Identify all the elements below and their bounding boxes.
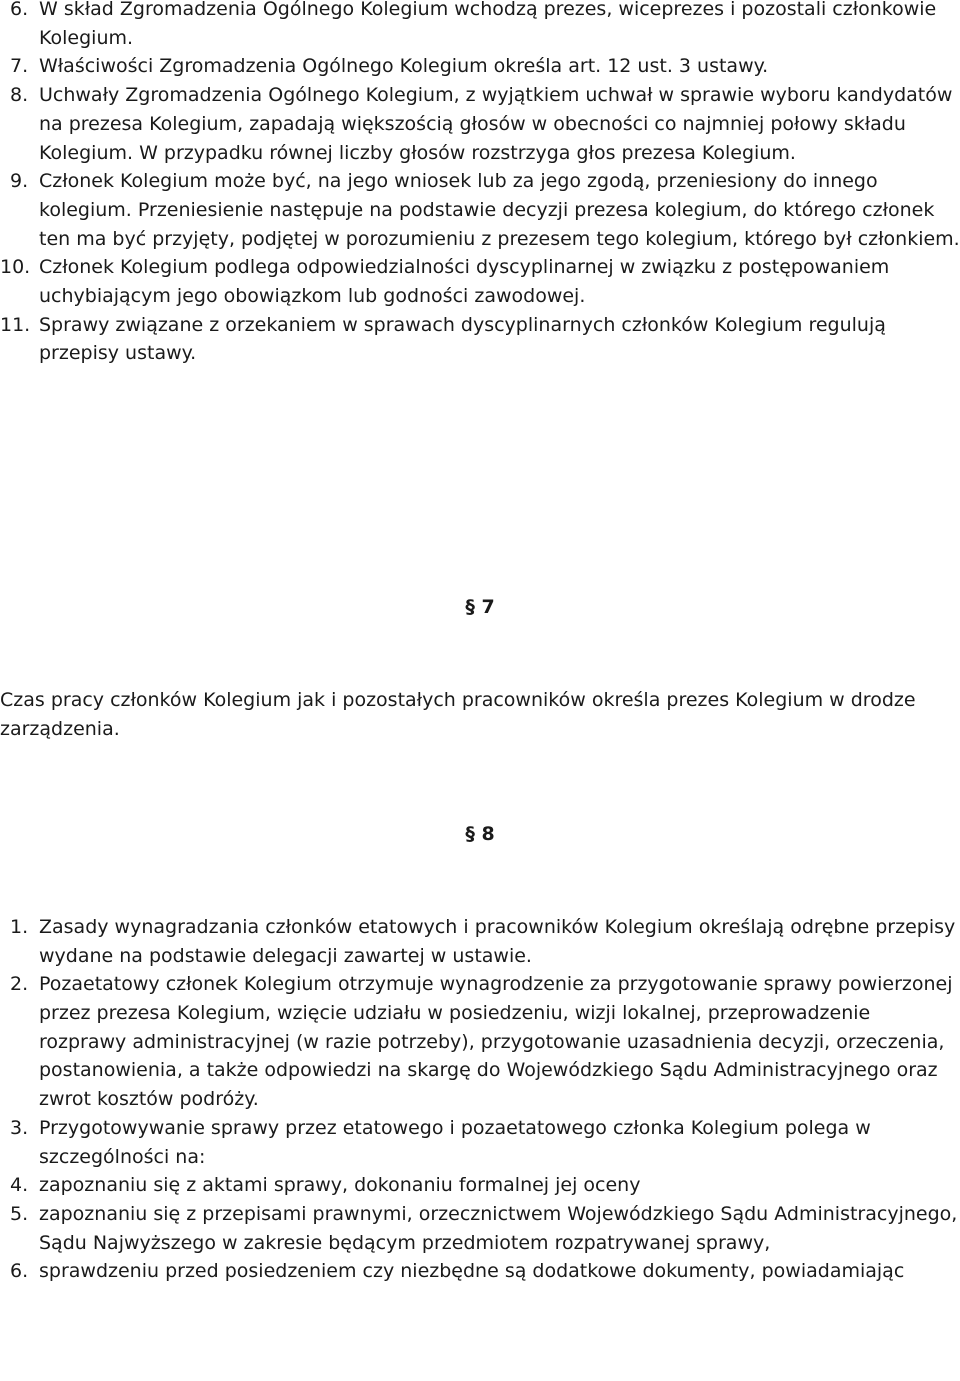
list-item [0, 1114, 960, 1171]
item-number: 1. [10, 915, 29, 938]
list-item [0, 167, 960, 253]
list-item [0, 81, 960, 167]
item-text: Uchwały Zgromadzenia Ogólnego Kolegium, z wyjątkiem uchwał w sprawie wyboru kandydatów na prezesa Kolegium, zapadają większością głosów w obecności co najmniej połowy składu Kolegium. W przypadku równej liczby głosów rozstrzyga głos prezesa Kolegium. [39, 84, 953, 164]
list-item [0, 970, 960, 1114]
item-text: Pozaetatowy członek Kolegium otrzymuje wynagrodzenie za przygotowanie sprawy powierzonej przez prezesa Kolegium, wzięcie udziału w posiedzeniu, wizji lokalnej, przeprowadzenie rozprawy administracyjnej (w razie potrzeby), przygotowanie uzasadnienia decyzji, orzeczenia, postanowienia, a także odpowiedzi na skargę do Wojewódzkiego Sądu Administracyjnego oraz zwrot kosztów podróży. [39, 973, 953, 1111]
list-item [0, 1257, 960, 1286]
section-7-text: Czas pracy członków Kolegium jak i pozostałych pracowników określa prezes Kolegium w drodze zarządzenia. [0, 688, 916, 740]
list-item [0, 311, 960, 368]
item-text: zapoznaniu się z przepisami prawnymi, orzecznictwem Wojewódzkiego Sądu Administracyjnego, Sądu Najwyższego w zakresie będącym przedmiotem rozpatrywanej sprawy, [39, 1202, 958, 1254]
list-bottom [0, 913, 960, 1286]
item-number: 7. [10, 55, 29, 78]
item-number: 8. [10, 84, 29, 107]
item-number: 2. [10, 973, 29, 996]
list-item [0, 913, 960, 970]
item-text: Członek Kolegium podlega odpowiedzialności dyscyplinarnej w związku z postępowaniem uchybiającym jego obowiązkom lub godności zawodowej. [39, 256, 890, 308]
item-number: 3. [10, 1116, 29, 1139]
item-number: 11. [0, 313, 31, 336]
item-number: 10. [0, 256, 31, 279]
item-number: 4. [10, 1174, 29, 1197]
list-item [0, 0, 960, 52]
item-number: 5. [10, 1202, 29, 1225]
list-item [0, 253, 960, 310]
item-text: Zasady wynagradzania członków etatowych i pracowników Kolegium określają odrębne przepisy wydane na podstawie delegacji zawartej w ustawie. [39, 915, 956, 967]
item-text: Właściwości Zgromadzenia Ogólnego Kolegium określa art. 12 ust. 3 ustawy. [39, 55, 769, 78]
item-number: 9. [10, 170, 29, 193]
list-item [0, 1171, 960, 1200]
list-item [0, 52, 960, 81]
item-number: 6. [10, 0, 29, 20]
item-number: 6. [10, 1260, 29, 1283]
item-text: zapoznaniu się z aktami sprawy, dokonaniu formalnej jej oceny [39, 1174, 641, 1197]
item-text: Przygotowywanie sprawy przez etatowego i pozaetatowego członka Kolegium polega w szczególności na: [39, 1116, 871, 1168]
list-top [0, 0, 960, 368]
item-text: sprawdzeniu przed posiedzeniem czy niezbędne są dodatkowe dokumenty, powiadamiając [39, 1260, 905, 1283]
section-8-heading: § 8 [465, 823, 495, 846]
item-text: Członek Kolegium może być, na jego wniosek lub za jego zgodą, przeniesiony do innego kolegium. Przeniesienie następuje na podstawie decyzji prezesa kolegium, do którego członek ten ma być przyjęty, podjętej w porozumieniu z prezesem tego kolegium, którego był członkiem. [39, 170, 960, 250]
section-7-heading: § 7 [465, 596, 495, 619]
item-text: Sprawy związane z orzekaniem w sprawach dyscyplinarnych członków Kolegium regulują przepisy ustawy. [39, 313, 886, 365]
list-item [0, 1200, 960, 1257]
item-text: W skład Zgromadzenia Ogólnego Kolegium wchodzą prezes, wiceprezes i pozostali członkowie Kolegium. [39, 0, 937, 49]
